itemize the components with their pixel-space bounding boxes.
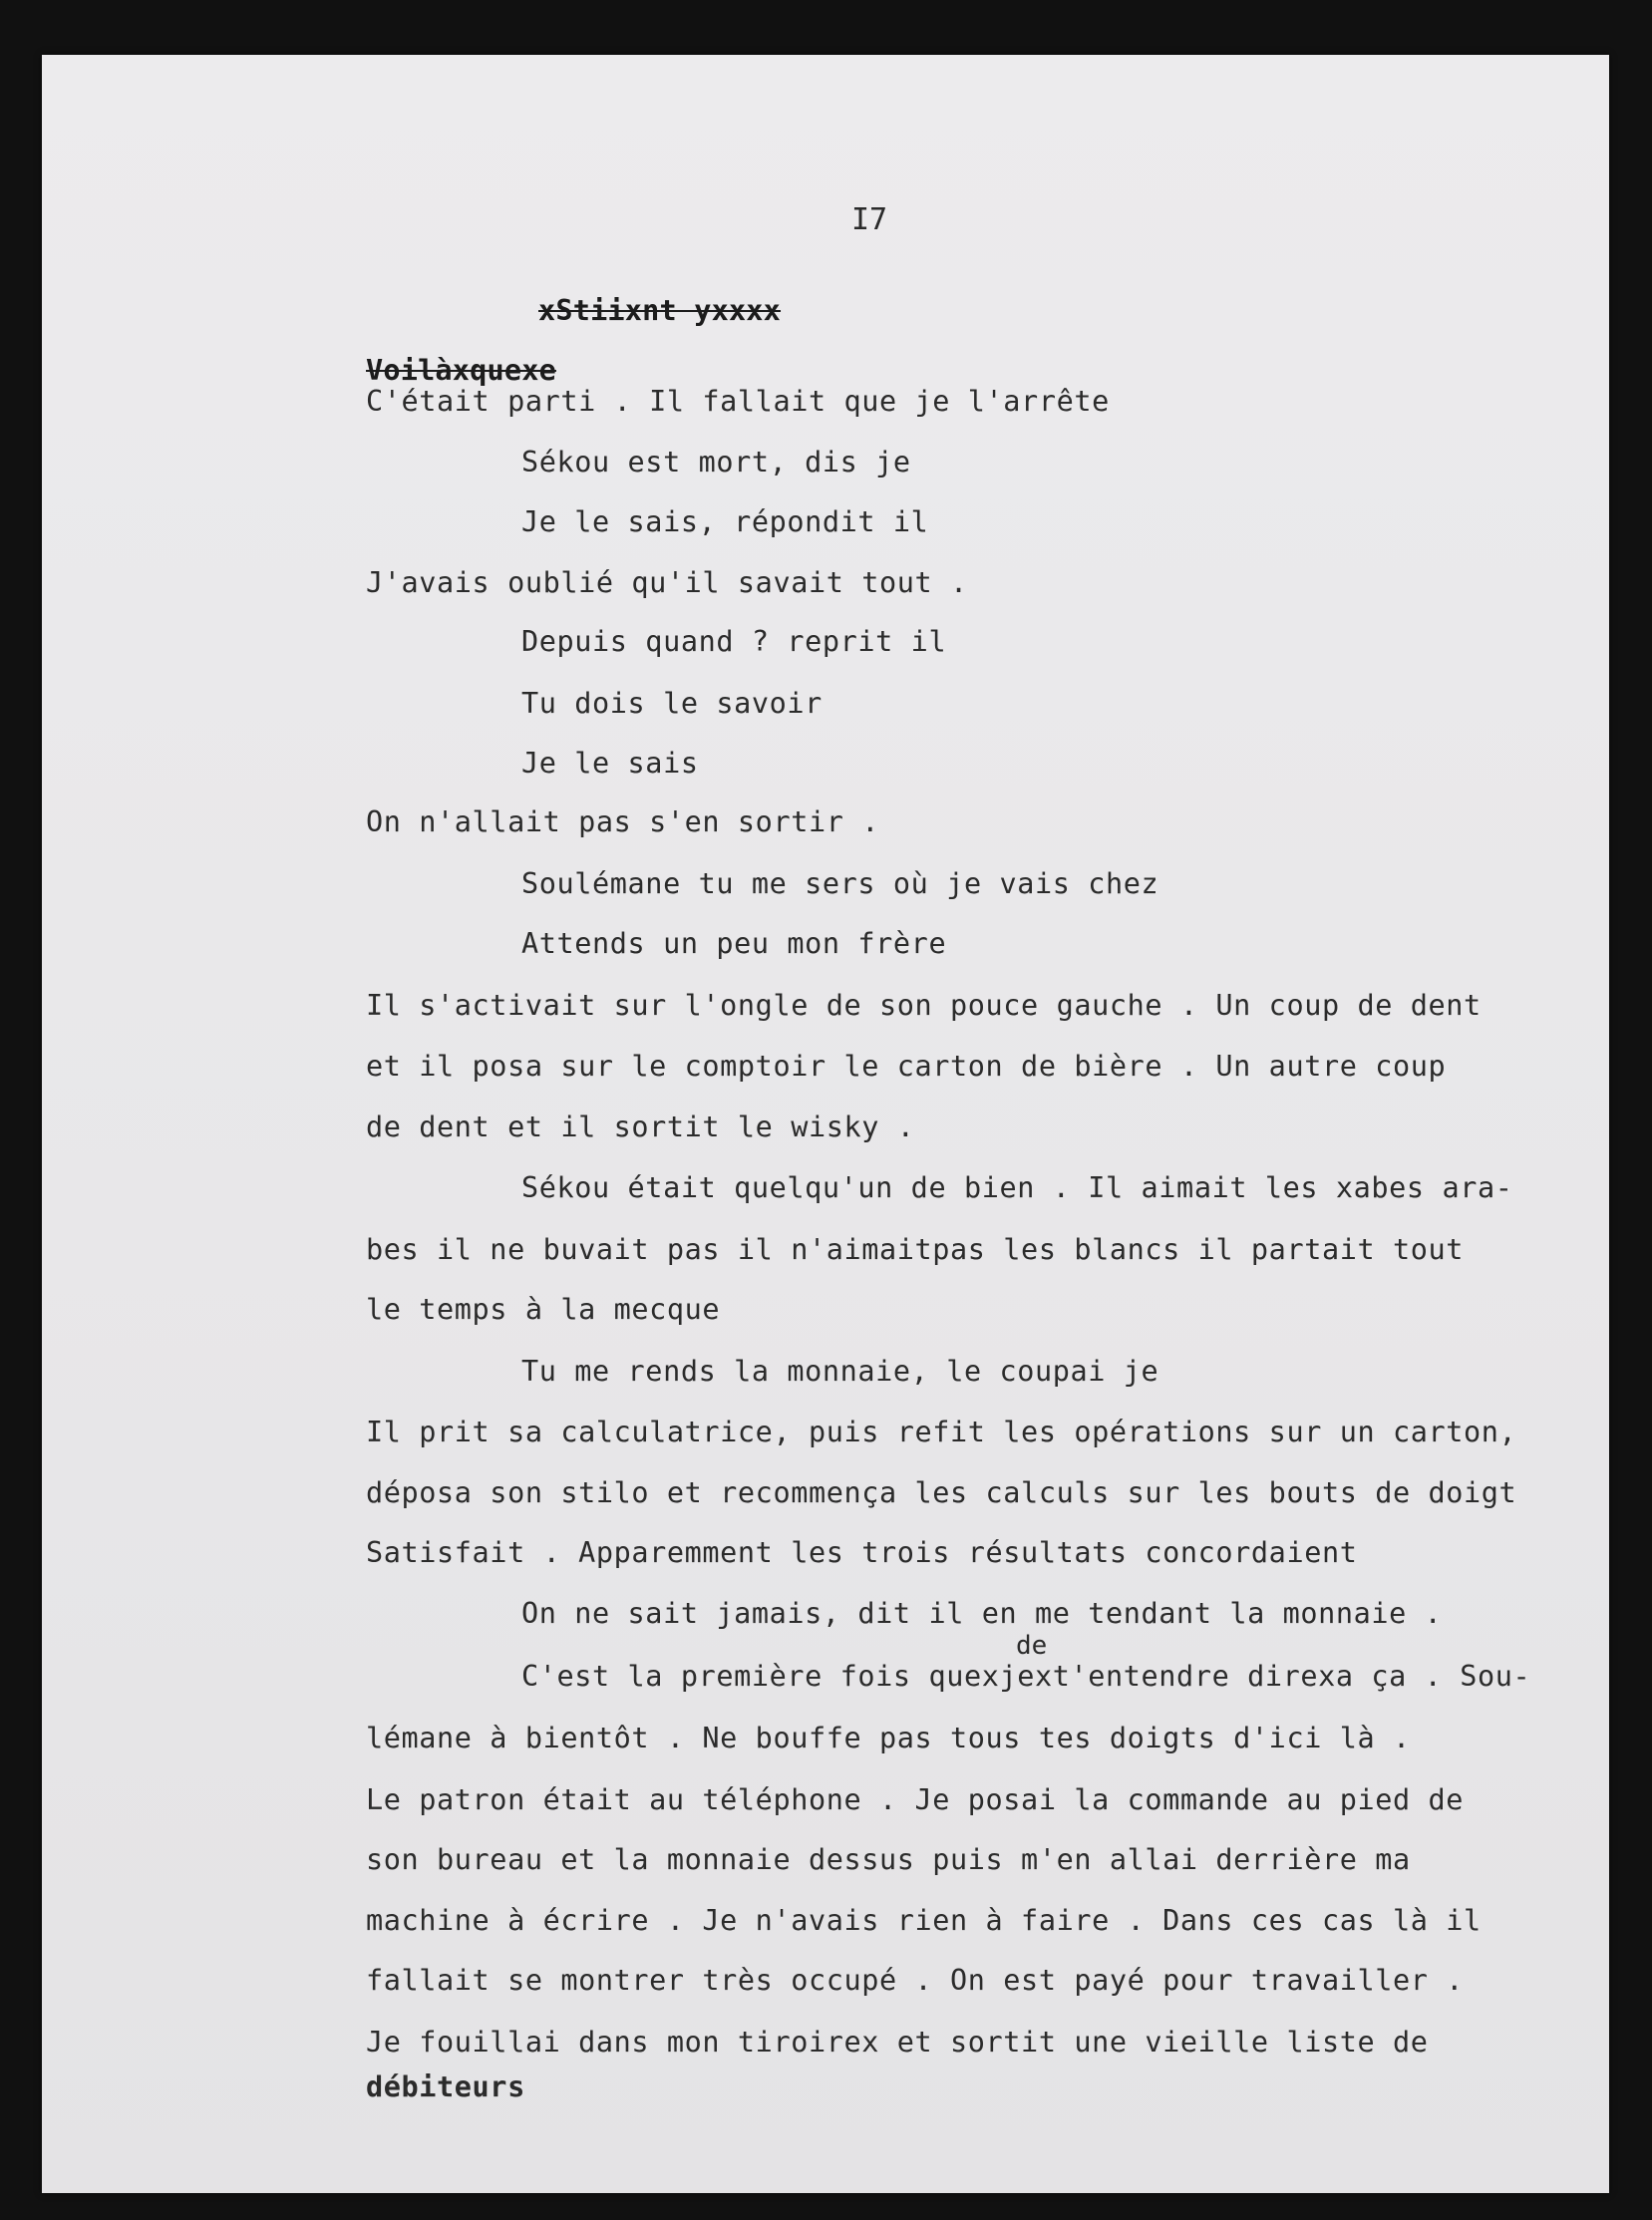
text-line-5: Depuis quand ? reprit il xyxy=(521,625,947,658)
struck-word: Voilàxquexe xyxy=(366,354,556,387)
insertion-above: de xyxy=(1016,1631,1048,1661)
text-line-27: fallait se montrer très occupé . On est payé pour travailler . xyxy=(366,1964,1465,1997)
text-line-20: Satisfait . Apparemment les trois résultats concordaient xyxy=(366,1536,1358,1569)
text-line-15: bes il ne buvait pas il n'aimaitpas les blancs il partait tout xyxy=(366,1233,1465,1266)
text-line-14: Sékou était quelqu'un de bien . Il aimait les xabes ara- xyxy=(521,1171,1513,1204)
text-line-4: J'avais oublié qu'il savait tout . xyxy=(366,566,968,599)
text-line-9: Soulémane tu me sers où je vais chez xyxy=(521,867,1159,900)
text-line-7: Je le sais xyxy=(521,747,699,780)
text-line-25: son bureau et la monnaie dessus puis m'en allai derrière ma xyxy=(366,1843,1411,1876)
text-line-21: On ne sait jamais, dit il en me tendant la monnaie . xyxy=(521,1597,1443,1630)
text-line-16: le temps à la mecque xyxy=(366,1293,721,1326)
text-line-23: lémane à bientôt . Ne bouffe pas tous tes doigts d'ici là . xyxy=(366,1722,1411,1754)
page-number: I7 xyxy=(851,202,888,237)
text-line-11: Il s'activait sur l'ongle de son pouce gauche . Un coup de dent xyxy=(366,989,1482,1022)
text-line-13: de dent et il sortit le wisky . xyxy=(366,1110,915,1143)
text-line-29: débiteurs xyxy=(366,2070,525,2103)
text-line-24: Le patron était au téléphone . Je posai la commande au pied de xyxy=(366,1783,1465,1816)
text-line-18: Il prit sa calculatrice, puis refit les opérations sur un carton, xyxy=(366,1416,1517,1448)
text-line-3: Je le sais, répondit il xyxy=(521,505,929,538)
text-line-8: On n'allait pas s'en sortir . xyxy=(366,805,879,838)
text-line-2: Sékou est mort, dis je xyxy=(521,446,911,478)
struck-title: xStiixnt yxxxx xyxy=(538,294,782,327)
text-line-26: machine à écrire . Je n'avais rien à faire . Dans ces cas là il xyxy=(366,1904,1482,1937)
text-line-19: déposa son stilo et recommença les calculs sur les bouts de doigt xyxy=(366,1476,1517,1509)
text-line-1: C'était parti . Il fallait que je l'arrête xyxy=(366,385,1110,418)
text-line-28: Je fouillai dans mon tiroirex et sortit une vieille liste de xyxy=(366,2026,1429,2059)
text-line-17: Tu me rends la monnaie, le coupai je xyxy=(521,1355,1159,1388)
text-line-12: et il posa sur le comptoir le carton de bière . Un autre coup xyxy=(366,1050,1447,1083)
text-line-6: Tu dois le savoir xyxy=(521,687,823,720)
text-line-10: Attends un peu mon frère xyxy=(521,927,947,960)
typewritten-page xyxy=(42,55,1609,2193)
text-line-22: C'est la première fois quexjext'entendre direxa ça . Sou- xyxy=(521,1660,1531,1693)
